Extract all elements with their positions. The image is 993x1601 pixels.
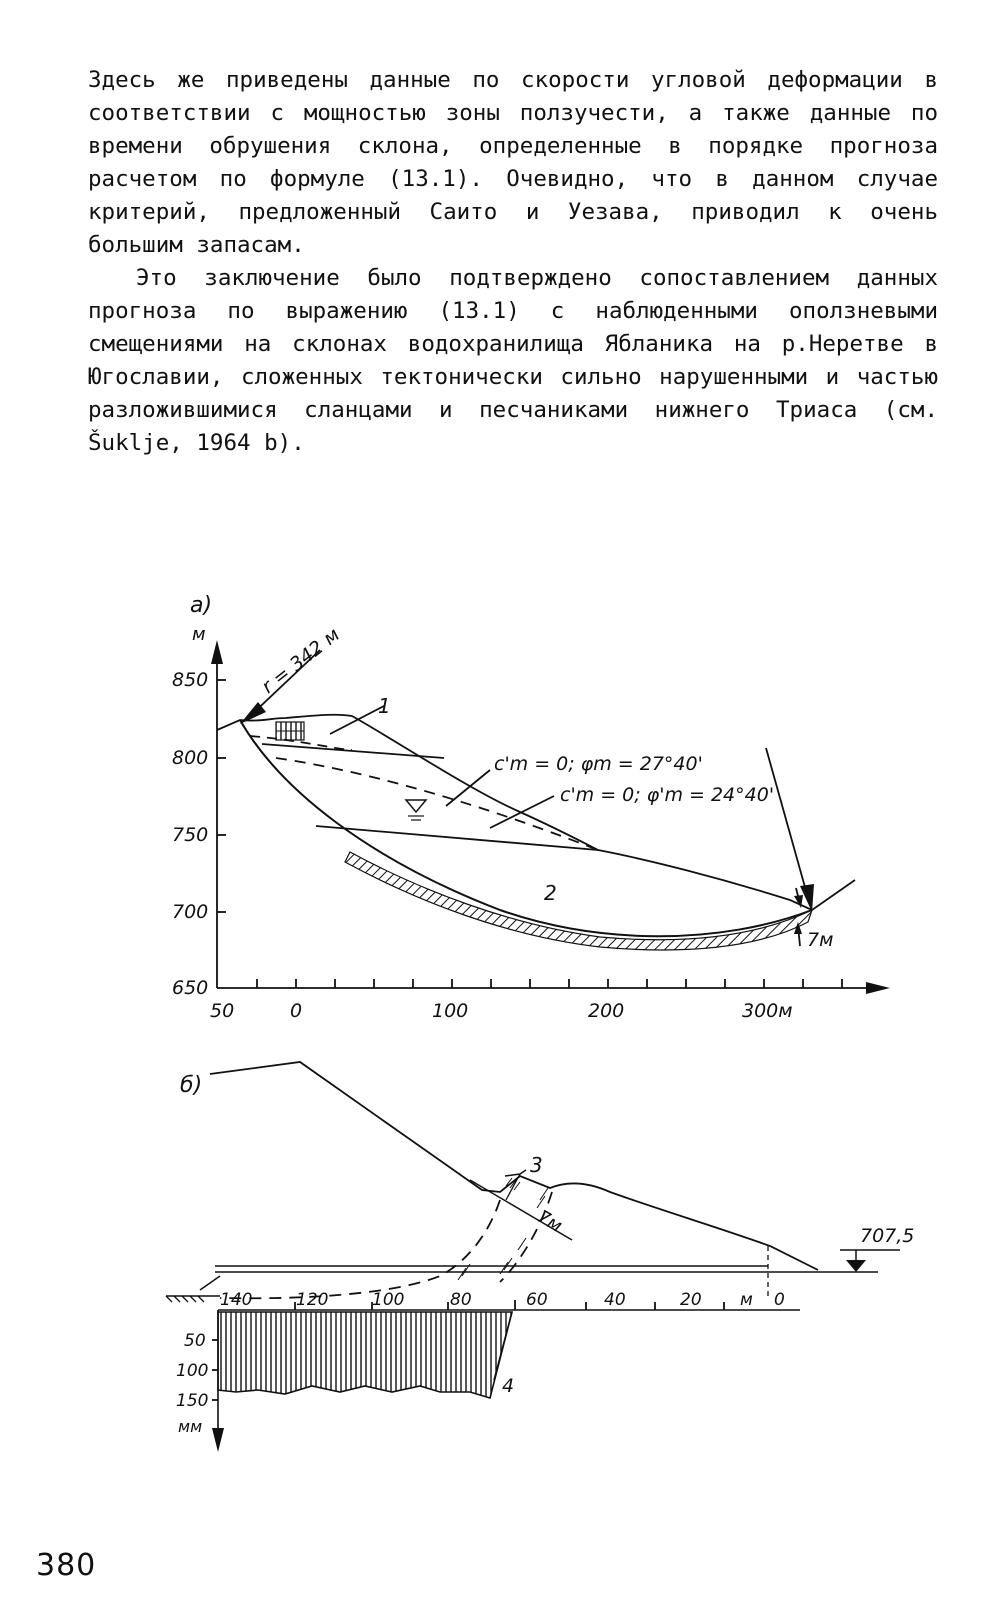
x-tick-100: 100 bbox=[432, 1000, 469, 1022]
thickness-label-b: 7м bbox=[533, 1206, 566, 1237]
displacement-bars bbox=[218, 1312, 515, 1398]
paragraph-2: Это заключение было подтверждено сопоставлением данных прогноза по выражению (13.1) с наблюденными оползневыми смещениями на склонах водохранилища Ябланика на р.Неретве в Югославии, сложенных тектонически сильно нарушенными и частью разложившимися сланцами и песчаниками нижнего Триаса (см. Šuklje, 1964 b). bbox=[88, 265, 938, 456]
label-3: 3 bbox=[530, 1153, 543, 1177]
label-2: 2 bbox=[544, 881, 557, 905]
x-tick-0: 0 bbox=[774, 1290, 785, 1310]
x-tick-20: 20 bbox=[680, 1290, 702, 1310]
thickness-label-a: 7м bbox=[807, 929, 834, 951]
paragraph-1: Здесь же приведены данные по скорости угловой деформации в соответствии с мощностью зоны ползучести, а также данные по времени обрушения склона, определенные в порядке прогноза расчетом по формуле (13.1). Очевидно, что в данном случае критерий, предложенный Саито и Уезава, приводил к очень большим запасам. bbox=[88, 67, 938, 258]
y-tick-100: 100 bbox=[176, 1361, 209, 1381]
toe-arrow bbox=[766, 748, 810, 905]
figure-a-label: a) bbox=[190, 593, 213, 618]
stratum-line-upper bbox=[262, 744, 444, 758]
slip-curve-dashed bbox=[220, 1200, 500, 1298]
page-number: 380 bbox=[36, 1548, 97, 1583]
x-axis-arrow bbox=[866, 982, 890, 994]
x-tick-100: 100 bbox=[372, 1290, 405, 1310]
params-lower: c'm = 0; φ'm = 24°40' bbox=[560, 784, 775, 806]
figure-b bbox=[166, 1062, 914, 1452]
x-tick-50: 50 bbox=[210, 1000, 235, 1022]
label-4: 4 bbox=[502, 1375, 515, 1397]
y-tick-850: 850 bbox=[172, 669, 209, 691]
x-tick-40: 40 bbox=[604, 1290, 626, 1310]
figure-b-label: б) bbox=[180, 1073, 203, 1098]
radius-label: r = 342 м bbox=[257, 623, 344, 698]
profile-ground bbox=[210, 1062, 818, 1270]
creep-zone-hatched bbox=[345, 852, 812, 950]
x-tick-60: 60 bbox=[526, 1290, 548, 1310]
x-unit-m: м bbox=[740, 1290, 753, 1310]
y-tick-750: 750 bbox=[172, 824, 209, 846]
y-unit-mm: мм bbox=[178, 1417, 203, 1436]
label-1: 1 bbox=[378, 694, 391, 718]
y-tick-50: 50 bbox=[184, 1331, 206, 1351]
x-tick-80: 80 bbox=[450, 1290, 472, 1310]
x-tick-300m: 300м bbox=[742, 1000, 793, 1022]
figure-a bbox=[172, 593, 890, 1022]
y-axis-arrow bbox=[211, 640, 223, 664]
y-tick-150: 150 bbox=[176, 1391, 209, 1411]
x-tick-0: 0 bbox=[290, 1000, 303, 1022]
elevation-label: 707,5 bbox=[860, 1225, 915, 1247]
x-tick-140: 140 bbox=[220, 1290, 253, 1310]
slope-ground-surface bbox=[217, 715, 855, 910]
x-tick-200: 200 bbox=[588, 1000, 625, 1022]
params-upper: c'm = 0; φm = 27°40' bbox=[494, 753, 703, 775]
y-tick-700: 700 bbox=[172, 901, 209, 923]
elevation-marker-icon bbox=[846, 1260, 866, 1272]
y-tick-650: 650 bbox=[172, 977, 209, 999]
y-tick-800: 800 bbox=[172, 747, 209, 769]
y-unit-label: м bbox=[192, 624, 206, 645]
x-tick-120: 120 bbox=[296, 1290, 329, 1310]
water-table-symbol bbox=[406, 800, 426, 812]
